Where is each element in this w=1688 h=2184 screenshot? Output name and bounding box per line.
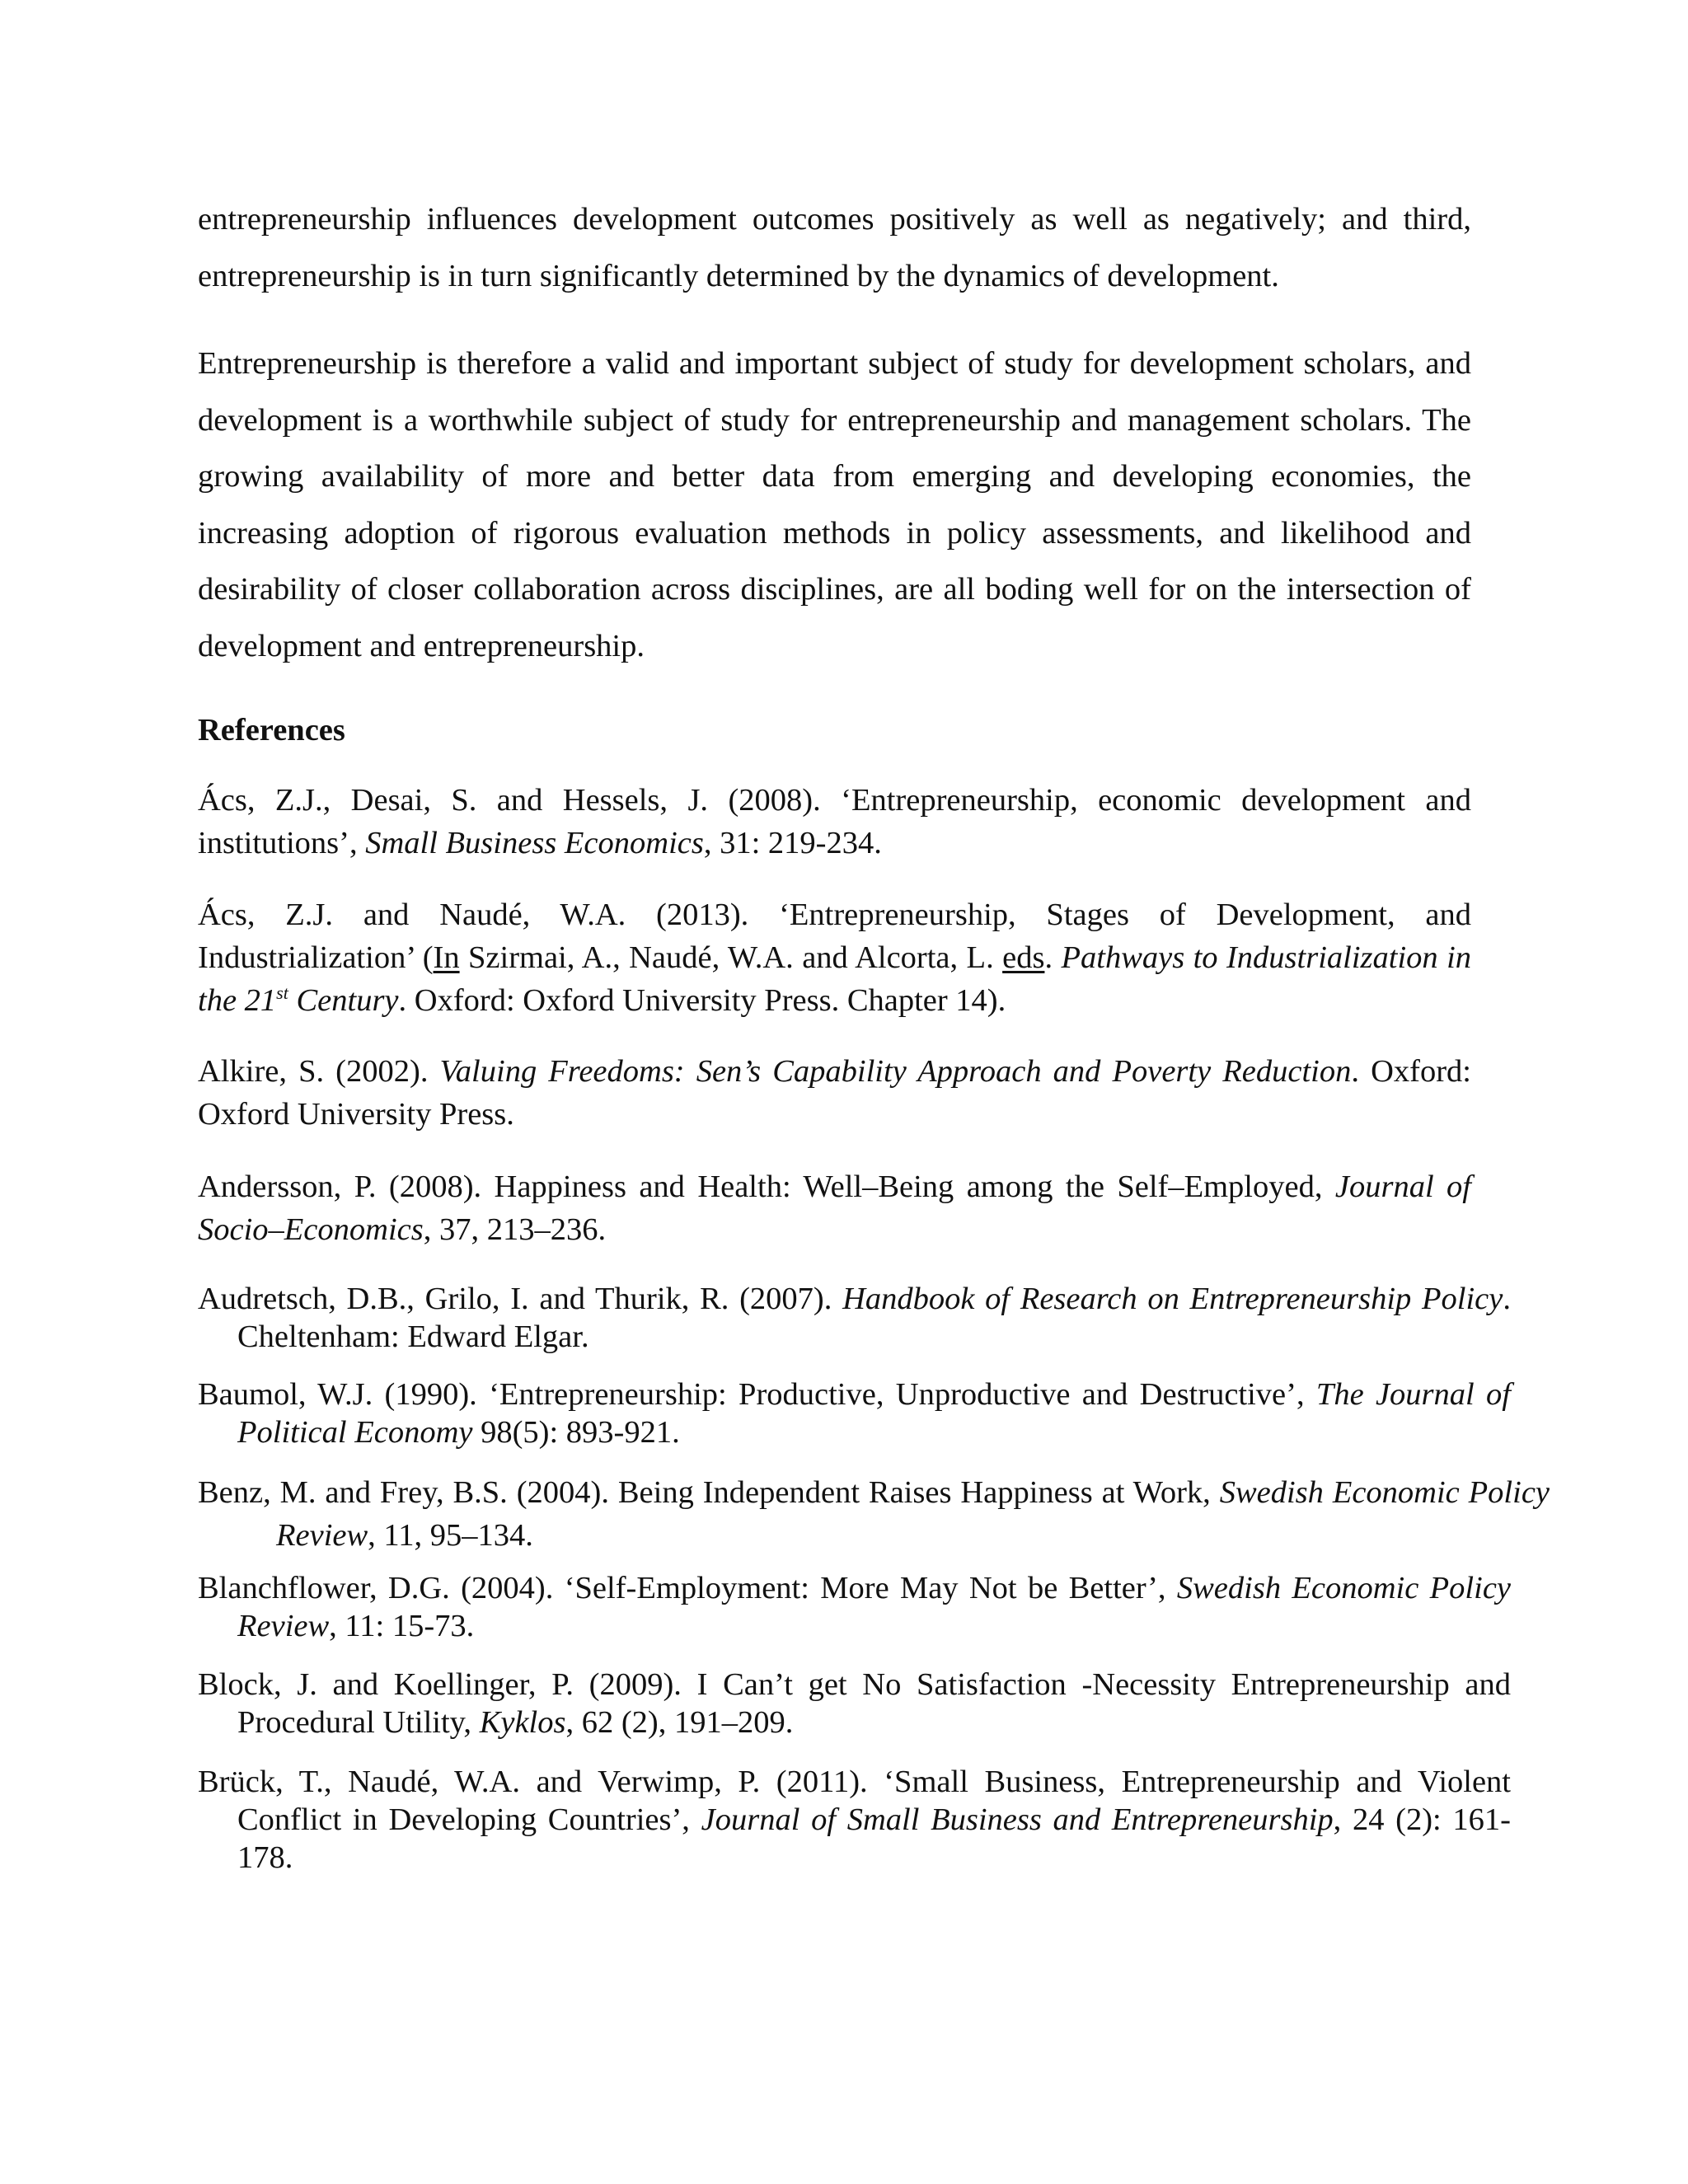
body-paragraph-1: entrepreneurship influences development outcomes positively as well as negatively; and third, entrepreneurship is in turn significantly determined by the dynamics of development. <box>198 202 1471 293</box>
reference-block-2009: Block, J. and Koellinger, P. (2009). I Can’t get No Satisfaction -Necessity Entrepreneurship and Procedural Utility, Kyklos, 62 (2), 191–209. <box>198 1667 1511 1740</box>
reference-blanchflower-2004: Blanchflower, D.G. (2004). ‘Self-Employment: More May Not be Better’, Swedish Economic Policy Review, 11: 15-73. <box>198 1571 1511 1643</box>
references-heading: References <box>198 713 345 748</box>
reference-alkire-2002: Alkire, S. (2002). Valuing Freedoms: Sen’s Capability Approach and Poverty Reduction. Oxford: Oxford University Press. <box>198 1054 1471 1132</box>
reference-audretsch-2007: Audretsch, D.B., Grilo, I. and Thurik, R. (2007). Handbook of Research on Entrepreneurship Policy. Cheltenham: Edward Elgar. <box>198 1282 1511 1354</box>
reference-bruck-2011: Brück, T., Naudé, W.A. and Verwimp, P. (2011). ‘Small Business, Entrepreneurship and Violent Conflict in Developing Countries’, Journal of Small Business and Entrepreneurship, 24 (2): 161-178. <box>198 1765 1511 1875</box>
body-paragraph-2: Entrepreneurship is therefore a valid and important subject of study for development scholars, and development is a worthwhile subject of study for entrepreneurship and management scholars. The growing availability of more and better data from emerging and developing economies, the increasing adoption of rigorous evaluation methods in policy assessments, and likelihood and desirability of closer collaboration across disciplines, are all boding well for on the intersection of development and entrepreneurship. <box>198 346 1471 663</box>
reference-acs-2013: Ács, Z.J. and Naudé, W.A. (2013). ‘Entrepreneurship, Stages of Development, and Industrialization’ (In Szirmai, A., Naudé, W.A. and Alcorta, L. eds. Pathways to Industrialization in the 21st Century. Oxford: Oxford University Press. Chapter 14). <box>198 898 1472 1018</box>
reference-benz-2004: Benz, M. and Frey, B.S. (2004). Being Independent Raises Happiness at Work, Swedish Economic Policy Review, 11, 95–134. <box>198 1475 1550 1553</box>
reference-acs-2008: Ács, Z.J., Desai, S. and Hessels, J. (2008). ‘Entrepreneurship, economic development and institutions’, Small Business Economics, 31: 219-234. <box>198 783 1471 860</box>
reference-andersson-2008: Andersson, P. (2008). Happiness and Health: Well–Being among the Self–Employed, Journal of Socio–Economics, 37, 213–236. <box>198 1169 1471 1247</box>
reference-baumol-1990: Baumol, W.J. (1990). ‘Entrepreneurship: Productive, Unproductive and Destructive’, The Journal of Political Economy 98(5): 893-921. <box>198 1377 1511 1450</box>
